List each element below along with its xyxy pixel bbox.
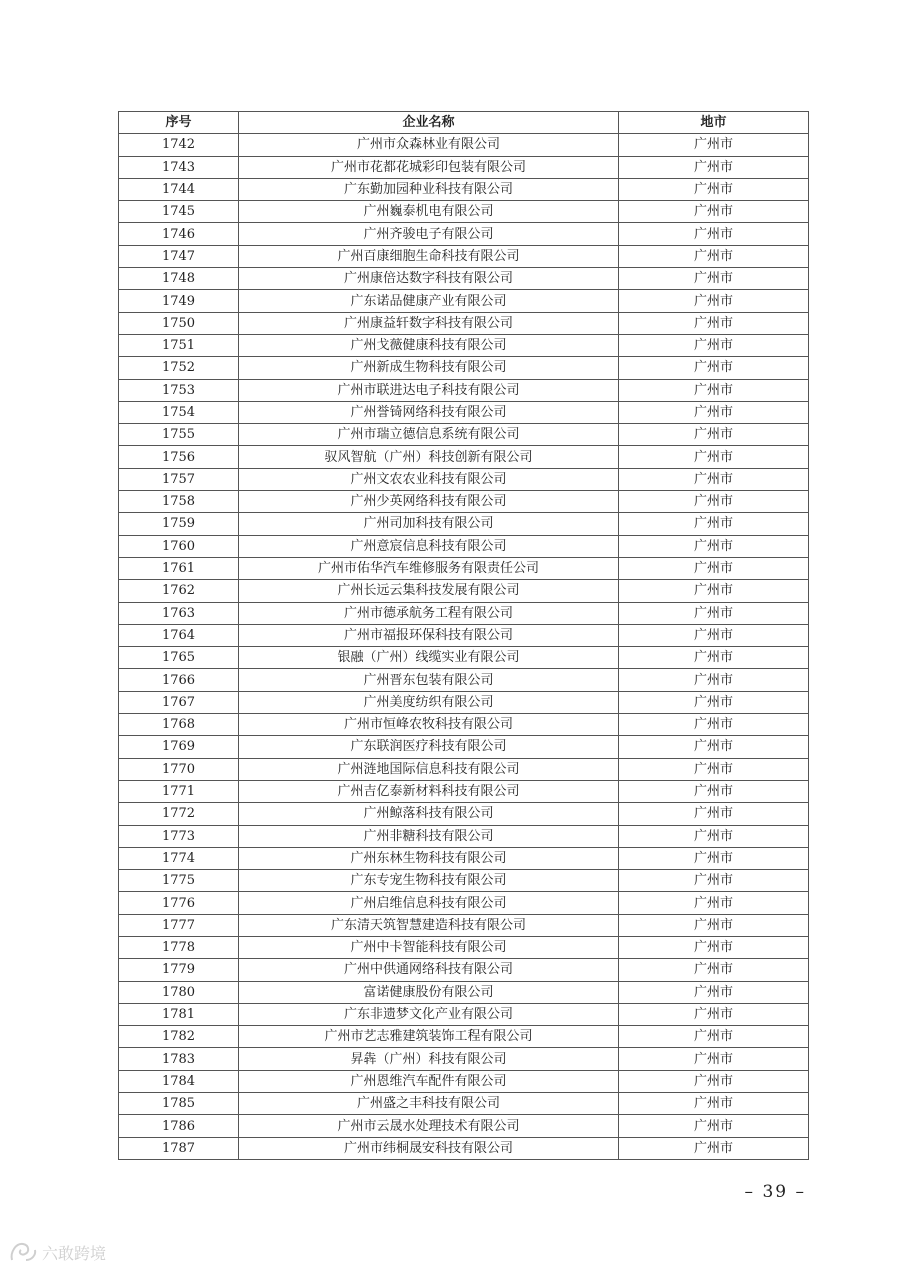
table-header-row xyxy=(119,112,809,134)
page-number: – 39 – xyxy=(744,1182,806,1202)
cell-name: 广州长远云集科技发展有限公司 xyxy=(239,580,619,602)
cell-seq: 1780 xyxy=(119,981,239,1003)
table-row xyxy=(119,981,809,1003)
cell-seq: 1760 xyxy=(119,535,239,557)
table-row xyxy=(119,736,809,758)
cell-seq: 1742 xyxy=(119,134,239,156)
cell-name: 广州新成生物科技有限公司 xyxy=(239,357,619,379)
cell-name: 广州百康细胞生命科技有限公司 xyxy=(239,245,619,267)
cell-seq: 1745 xyxy=(119,201,239,223)
table-row xyxy=(119,513,809,535)
cell-seq: 1756 xyxy=(119,446,239,468)
cell-city: 广州市 xyxy=(619,647,809,669)
table-row xyxy=(119,334,809,356)
cell-seq: 1783 xyxy=(119,1048,239,1070)
table-row xyxy=(119,580,809,602)
cell-name: 银融（广州）线缆实业有限公司 xyxy=(239,647,619,669)
table-row xyxy=(119,914,809,936)
cell-city: 广州市 xyxy=(619,268,809,290)
cell-city: 广州市 xyxy=(619,780,809,802)
cell-name: 广东清天筑智慧建造科技有限公司 xyxy=(239,914,619,936)
cell-city: 广州市 xyxy=(619,401,809,423)
table-row xyxy=(119,156,809,178)
cell-city: 广州市 xyxy=(619,669,809,691)
cell-seq: 1749 xyxy=(119,290,239,312)
cell-city: 广州市 xyxy=(619,847,809,869)
table-row xyxy=(119,1115,809,1137)
cell-name: 昇犇（广州）科技有限公司 xyxy=(239,1048,619,1070)
cell-name: 广州誉锜网络科技有限公司 xyxy=(239,401,619,423)
cell-seq: 1761 xyxy=(119,557,239,579)
header-city: 地市 xyxy=(619,112,809,134)
cell-name: 广州市德承航务工程有限公司 xyxy=(239,602,619,624)
cell-seq: 1776 xyxy=(119,892,239,914)
cell-seq: 1765 xyxy=(119,647,239,669)
cell-name: 广州司加科技有限公司 xyxy=(239,513,619,535)
cell-seq: 1773 xyxy=(119,825,239,847)
cell-seq: 1786 xyxy=(119,1115,239,1137)
table-row xyxy=(119,557,809,579)
cell-seq: 1744 xyxy=(119,178,239,200)
cell-name: 广州市纬桐晟安科技有限公司 xyxy=(239,1137,619,1159)
cell-city: 广州市 xyxy=(619,914,809,936)
cell-name: 广州东林生物科技有限公司 xyxy=(239,847,619,869)
table-row xyxy=(119,178,809,200)
cell-seq: 1781 xyxy=(119,1003,239,1025)
cell-name: 广州意宸信息科技有限公司 xyxy=(239,535,619,557)
cell-seq: 1753 xyxy=(119,379,239,401)
cell-seq: 1747 xyxy=(119,245,239,267)
table-row xyxy=(119,1093,809,1115)
cell-seq: 1774 xyxy=(119,847,239,869)
cell-name: 广州市联进达电子科技有限公司 xyxy=(239,379,619,401)
cell-city: 广州市 xyxy=(619,379,809,401)
cell-name: 广州市众森林业有限公司 xyxy=(239,134,619,156)
cell-city: 广州市 xyxy=(619,468,809,490)
cell-city: 广州市 xyxy=(619,1003,809,1025)
watermark xyxy=(8,1240,106,1264)
table-row xyxy=(119,870,809,892)
cell-seq: 1770 xyxy=(119,758,239,780)
table-row xyxy=(119,1048,809,1070)
table-row xyxy=(119,379,809,401)
cell-seq: 1778 xyxy=(119,936,239,958)
table-row xyxy=(119,268,809,290)
cell-city: 广州市 xyxy=(619,201,809,223)
cell-name: 广东联润医疗科技有限公司 xyxy=(239,736,619,758)
table-row xyxy=(119,669,809,691)
cell-seq: 1757 xyxy=(119,468,239,490)
cell-seq: 1782 xyxy=(119,1026,239,1048)
table-row xyxy=(119,201,809,223)
header-name: 企业名称 xyxy=(239,112,619,134)
table-row xyxy=(119,401,809,423)
cell-city: 广州市 xyxy=(619,223,809,245)
cell-name: 广州盛之丰科技有限公司 xyxy=(239,1093,619,1115)
watermark-text: 六敢跨境 xyxy=(42,1243,107,1263)
cell-city: 广州市 xyxy=(619,936,809,958)
cell-city: 广州市 xyxy=(619,535,809,557)
cell-city: 广州市 xyxy=(619,424,809,446)
cell-city: 广州市 xyxy=(619,178,809,200)
cell-seq: 1785 xyxy=(119,1093,239,1115)
cell-name: 广州市恒峰农牧科技有限公司 xyxy=(239,714,619,736)
cell-city: 广州市 xyxy=(619,602,809,624)
cell-city: 广州市 xyxy=(619,245,809,267)
enterprise-table xyxy=(118,111,809,1160)
cell-city: 广州市 xyxy=(619,1115,809,1137)
cell-name: 广州恩维汽车配件有限公司 xyxy=(239,1070,619,1092)
cell-city: 广州市 xyxy=(619,334,809,356)
table-row xyxy=(119,134,809,156)
cell-name: 广州市佑华汽车维修服务有限责任公司 xyxy=(239,557,619,579)
table-row xyxy=(119,290,809,312)
cell-city: 广州市 xyxy=(619,134,809,156)
cell-city: 广州市 xyxy=(619,892,809,914)
cell-seq: 1775 xyxy=(119,870,239,892)
cell-name: 广东勤加园种业科技有限公司 xyxy=(239,178,619,200)
table-row xyxy=(119,1137,809,1159)
cell-city: 广州市 xyxy=(619,714,809,736)
cell-name: 广州启维信息科技有限公司 xyxy=(239,892,619,914)
cell-name: 广州康益轩数字科技有限公司 xyxy=(239,312,619,334)
cell-city: 广州市 xyxy=(619,357,809,379)
cell-city: 广州市 xyxy=(619,624,809,646)
cell-city: 广州市 xyxy=(619,870,809,892)
cell-seq: 1746 xyxy=(119,223,239,245)
logo-swirl-icon xyxy=(8,1240,38,1264)
cell-name: 广州齐骏电子有限公司 xyxy=(239,223,619,245)
table-row xyxy=(119,535,809,557)
cell-city: 广州市 xyxy=(619,1048,809,1070)
table-row xyxy=(119,758,809,780)
cell-seq: 1772 xyxy=(119,803,239,825)
cell-city: 广州市 xyxy=(619,691,809,713)
cell-name: 广州市艺志雅建筑装饰工程有限公司 xyxy=(239,1026,619,1048)
cell-name: 广州中卡智能科技有限公司 xyxy=(239,936,619,958)
table-row xyxy=(119,691,809,713)
cell-seq: 1777 xyxy=(119,914,239,936)
table-row xyxy=(119,1026,809,1048)
cell-seq: 1763 xyxy=(119,602,239,624)
cell-seq: 1748 xyxy=(119,268,239,290)
table-row xyxy=(119,936,809,958)
table-row xyxy=(119,602,809,624)
cell-name: 广州吉亿泰新材料科技有限公司 xyxy=(239,780,619,802)
cell-seq: 1759 xyxy=(119,513,239,535)
table-row xyxy=(119,312,809,334)
cell-seq: 1762 xyxy=(119,580,239,602)
cell-name: 广州中供通网络科技有限公司 xyxy=(239,959,619,981)
cell-city: 广州市 xyxy=(619,557,809,579)
cell-name: 富诺健康股份有限公司 xyxy=(239,981,619,1003)
cell-city: 广州市 xyxy=(619,156,809,178)
table-row xyxy=(119,245,809,267)
cell-seq: 1779 xyxy=(119,959,239,981)
cell-seq: 1754 xyxy=(119,401,239,423)
table-row xyxy=(119,1003,809,1025)
header-seq: 序号 xyxy=(119,112,239,134)
table-row xyxy=(119,959,809,981)
table-body xyxy=(119,134,809,1160)
table-row xyxy=(119,446,809,468)
cell-seq: 1755 xyxy=(119,424,239,446)
table-row xyxy=(119,892,809,914)
cell-seq: 1769 xyxy=(119,736,239,758)
cell-seq: 1751 xyxy=(119,334,239,356)
cell-seq: 1767 xyxy=(119,691,239,713)
cell-name: 广州市瑞立德信息系统有限公司 xyxy=(239,424,619,446)
cell-city: 广州市 xyxy=(619,312,809,334)
cell-name: 广州鲸落科技有限公司 xyxy=(239,803,619,825)
cell-city: 广州市 xyxy=(619,981,809,1003)
table-row xyxy=(119,424,809,446)
cell-seq: 1764 xyxy=(119,624,239,646)
cell-seq: 1750 xyxy=(119,312,239,334)
table-row xyxy=(119,468,809,490)
cell-city: 广州市 xyxy=(619,736,809,758)
cell-city: 广州市 xyxy=(619,959,809,981)
cell-city: 广州市 xyxy=(619,1070,809,1092)
table-row xyxy=(119,491,809,513)
cell-name: 广州文农农业科技有限公司 xyxy=(239,468,619,490)
cell-name: 广州涟地国际信息科技有限公司 xyxy=(239,758,619,780)
cell-name: 广州巍泰机电有限公司 xyxy=(239,201,619,223)
cell-seq: 1784 xyxy=(119,1070,239,1092)
table-row xyxy=(119,1070,809,1092)
cell-seq: 1743 xyxy=(119,156,239,178)
cell-name: 广州晋东包装有限公司 xyxy=(239,669,619,691)
cell-city: 广州市 xyxy=(619,580,809,602)
cell-city: 广州市 xyxy=(619,825,809,847)
table-row xyxy=(119,825,809,847)
cell-seq: 1768 xyxy=(119,714,239,736)
cell-city: 广州市 xyxy=(619,1026,809,1048)
cell-city: 广州市 xyxy=(619,758,809,780)
cell-city: 广州市 xyxy=(619,290,809,312)
cell-name: 广州康倍达数字科技有限公司 xyxy=(239,268,619,290)
cell-city: 广州市 xyxy=(619,1137,809,1159)
cell-city: 广州市 xyxy=(619,491,809,513)
cell-name: 广州市福报环保科技有限公司 xyxy=(239,624,619,646)
table-row xyxy=(119,223,809,245)
cell-seq: 1758 xyxy=(119,491,239,513)
cell-name: 广东非遗梦文化产业有限公司 xyxy=(239,1003,619,1025)
cell-seq: 1771 xyxy=(119,780,239,802)
cell-seq: 1752 xyxy=(119,357,239,379)
cell-name: 广州少英网络科技有限公司 xyxy=(239,491,619,513)
cell-name: 广州美度纺织有限公司 xyxy=(239,691,619,713)
cell-name: 广东诺品健康产业有限公司 xyxy=(239,290,619,312)
table-row xyxy=(119,357,809,379)
cell-name: 广州非糖科技有限公司 xyxy=(239,825,619,847)
cell-name: 广州市云晟水处理技术有限公司 xyxy=(239,1115,619,1137)
cell-name: 广州市花都花城彩印包装有限公司 xyxy=(239,156,619,178)
cell-city: 广州市 xyxy=(619,803,809,825)
cell-seq: 1766 xyxy=(119,669,239,691)
table-row xyxy=(119,714,809,736)
table-row xyxy=(119,803,809,825)
table-row xyxy=(119,624,809,646)
table-row xyxy=(119,647,809,669)
cell-city: 广州市 xyxy=(619,1093,809,1115)
cell-seq: 1787 xyxy=(119,1137,239,1159)
table-row xyxy=(119,780,809,802)
cell-city: 广州市 xyxy=(619,513,809,535)
cell-name: 驭风智航（广州）科技创新有限公司 xyxy=(239,446,619,468)
table-row xyxy=(119,847,809,869)
cell-name: 广州戈薇健康科技有限公司 xyxy=(239,334,619,356)
cell-city: 广州市 xyxy=(619,446,809,468)
cell-name: 广东专宠生物科技有限公司 xyxy=(239,870,619,892)
